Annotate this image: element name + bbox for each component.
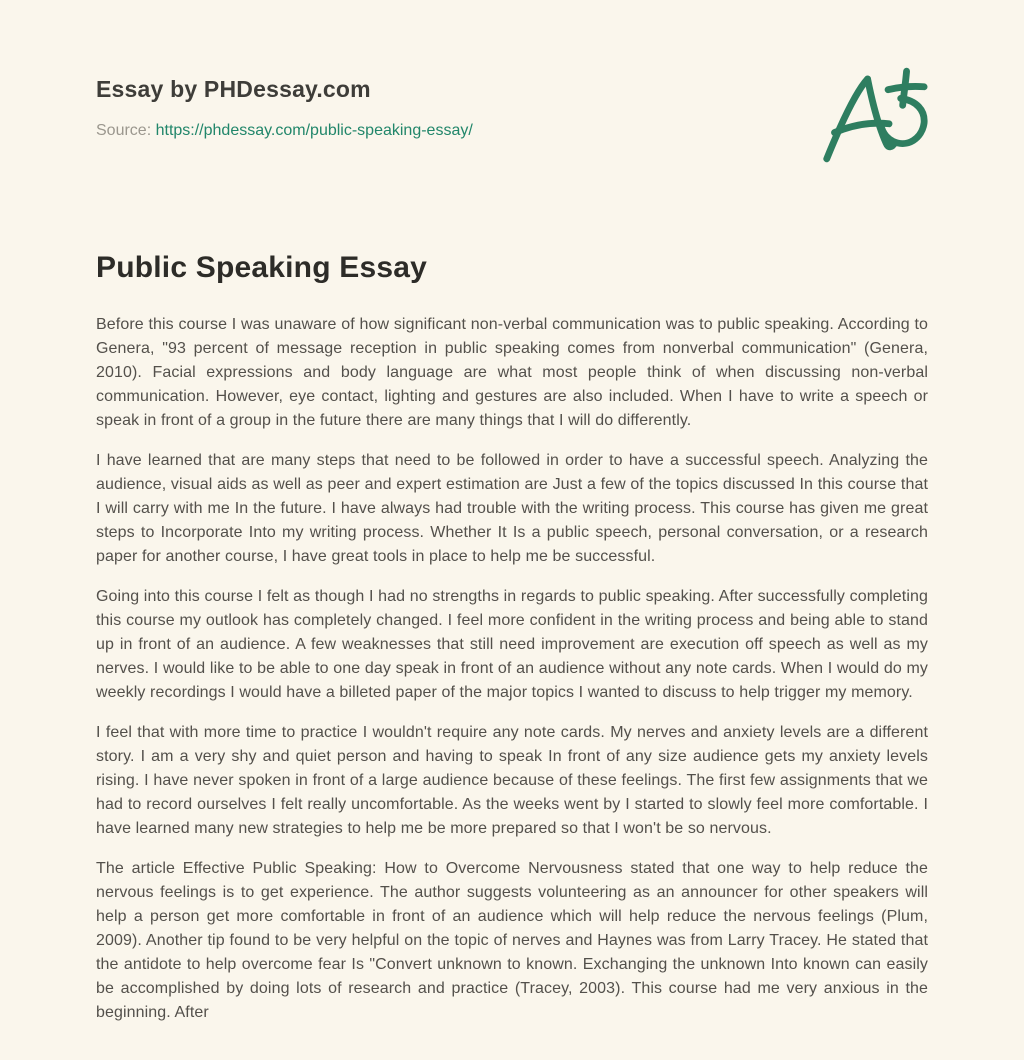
essay-paragraph-5: The article Effective Public Speaking: How to Overcome Nervousness stated that one way to help reduce the nervous feelings is to get experience. The author suggests volunteering as an announcer for other speakers will help a person get more comfortable in front of an audience which will help reduce the nervous feelings (Plum, 2009). Another tip found to be very helpful on the topic of nerves and Haynes was from Larry Tracey. He stated that the antidote to help overcome fear Is "Convert unknown to known. Exchanging the unknown Into known can easily be accomplished by doing lots of research and practice (Tracey, 2003). This course had me very anxious in the beginning. After [96, 860, 928, 1021]
essay-body [96, 313, 928, 1025]
source-label: Source: [96, 121, 152, 139]
page-header [96, 75, 928, 165]
essay-paragraph-1: Before this course I was unaware of how significant non-verbal communication was to public speaking. According to Genera, "93 percent of message reception in public speaking comes from nonverbal communication" (Genera, 2010). Facial expressions and body language are what most people think of when discussing non-verbal communication. However, eye contact, lighting and gestures are also included. When I have to write a speech or speak in front of a group in the future there are many things that I will do differently. [96, 316, 928, 429]
brand-title: Essay by PHDessay.com [96, 76, 371, 102]
essay-paragraph-2: I have learned that are many steps that need to be followed in order to have a successful speech. Analyzing the audience, visual aids as well as peer and expert estimation are Just a few of the topics discussed In this course that I will carry with me In the future. I have always had trouble with the writing process. This course has given me great steps to Incorporate Into my writing process. Whether It Is a public speech, personal conversation, or a research paper for another course, I have great tools in place to help me be successful. [96, 452, 928, 565]
essay-title: Public Speaking Essay [96, 251, 428, 284]
essay-paragraph-4: I feel that with more time to practice I wouldn't require any note cards. My nerves and anxiety levels are a different story. I am a very shy and quiet person and having to speak In front of any size audience gets my anxiety levels rising. I have never spoken in front of a large audience because of these feelings. The first few assignments that we had to record ourselves I felt really uncomfortable. As the weeks went by I started to slowly feel more comfortable. I have learned many new strategies to help me be more prepared so that I won't be so nervous. [96, 724, 928, 837]
header-text-block [96, 75, 473, 142]
a-plus-logo-icon [816, 67, 928, 165]
source-line [96, 120, 473, 142]
essay-paragraph-3: Going into this course I felt as though I had no strengths in regards to public speaking. After successfully completing this course my outlook has completely changed. I feel more confident in the writing process and being able to stand up in front of an audience. A few weaknesses that still need improvement are execution off speech as well as my nerves. I would like to be able to one day speak in front of an audience without any note cards. When I would do my weekly recordings I would have a billeted paper of the major topics I wanted to discuss to help trigger my memory. [96, 588, 928, 701]
source-link[interactable]: https://phdessay.com/public-speaking-essay/ [155, 121, 473, 139]
